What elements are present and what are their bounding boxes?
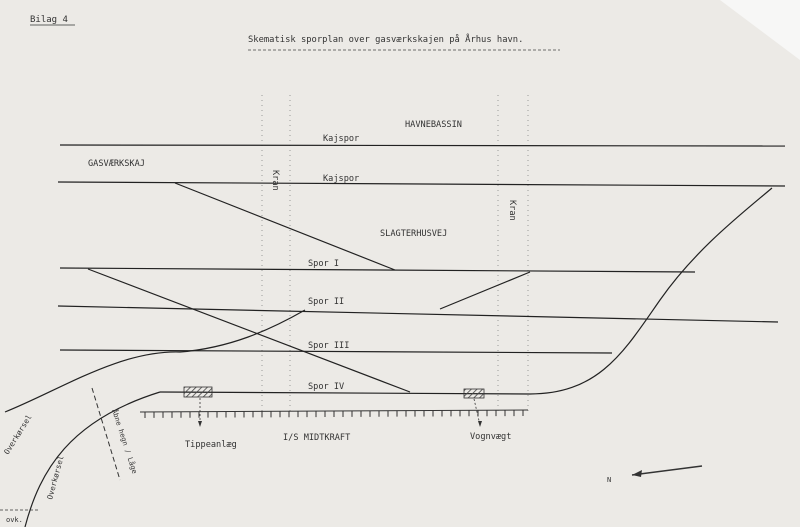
label-company: I/S MIDTKRAFT [283,433,351,443]
label-corner-note: ovk. [6,516,23,524]
scale-bar [140,410,528,418]
annex-label: Bilag 4 [30,15,68,25]
label-gasworks-quay: GASVÆRKSKAJ [88,159,145,169]
label-track-3: Spor III [308,341,350,351]
label-quay-track-1: Kajspor [323,134,360,144]
quay-track-1-line [60,145,785,146]
label-tipping-plant: Tippeanlæg [185,440,237,450]
tipping-plant-arrow-icon [198,421,202,427]
label-crossing-1: Overkørsel [2,412,34,457]
label-track-1: Spor I [308,259,340,269]
quay-track-2-line [58,182,785,186]
label-weighbridge: Vognvægt [470,432,512,442]
weighbridge-symbol [464,389,484,398]
label-fence: Åbne hegn / Låge [110,408,139,475]
curve-crossing-track [25,392,160,527]
track-2-line [58,306,778,322]
track-1-line [60,268,695,272]
switch-track-1-to-track-4 [88,269,410,392]
weighbridge-arrow-icon [478,421,482,427]
label-harbour-basin: HAVNEBASSIN [405,120,462,130]
fence-line [92,388,120,480]
label-quay-track-2: Kajspor [323,174,360,184]
label-crossing-2: Overkørsel [45,454,66,501]
label-slaughterhouse-road: SLAGTERHUSVEJ [380,229,448,239]
label-crane-1: Kran [270,170,280,191]
tipping-plant-symbol [184,387,212,397]
switch-quay-to-track-1 [175,183,395,270]
north-arrow-icon [632,470,642,477]
document-title: Skematisk sporplan over gasværkskajen på Århus havn. [248,35,524,45]
curve-track-4-to-quay [530,188,772,394]
label-crane-2: Kran [507,200,517,221]
curve-main-entry [5,310,305,412]
label-track-2: Spor II [308,297,345,307]
switch-track-2-to-track-1 [440,272,530,309]
label-north: N [607,476,612,484]
label-track-4: Spor IV [308,382,345,392]
north-arrow-shaft [632,466,702,475]
